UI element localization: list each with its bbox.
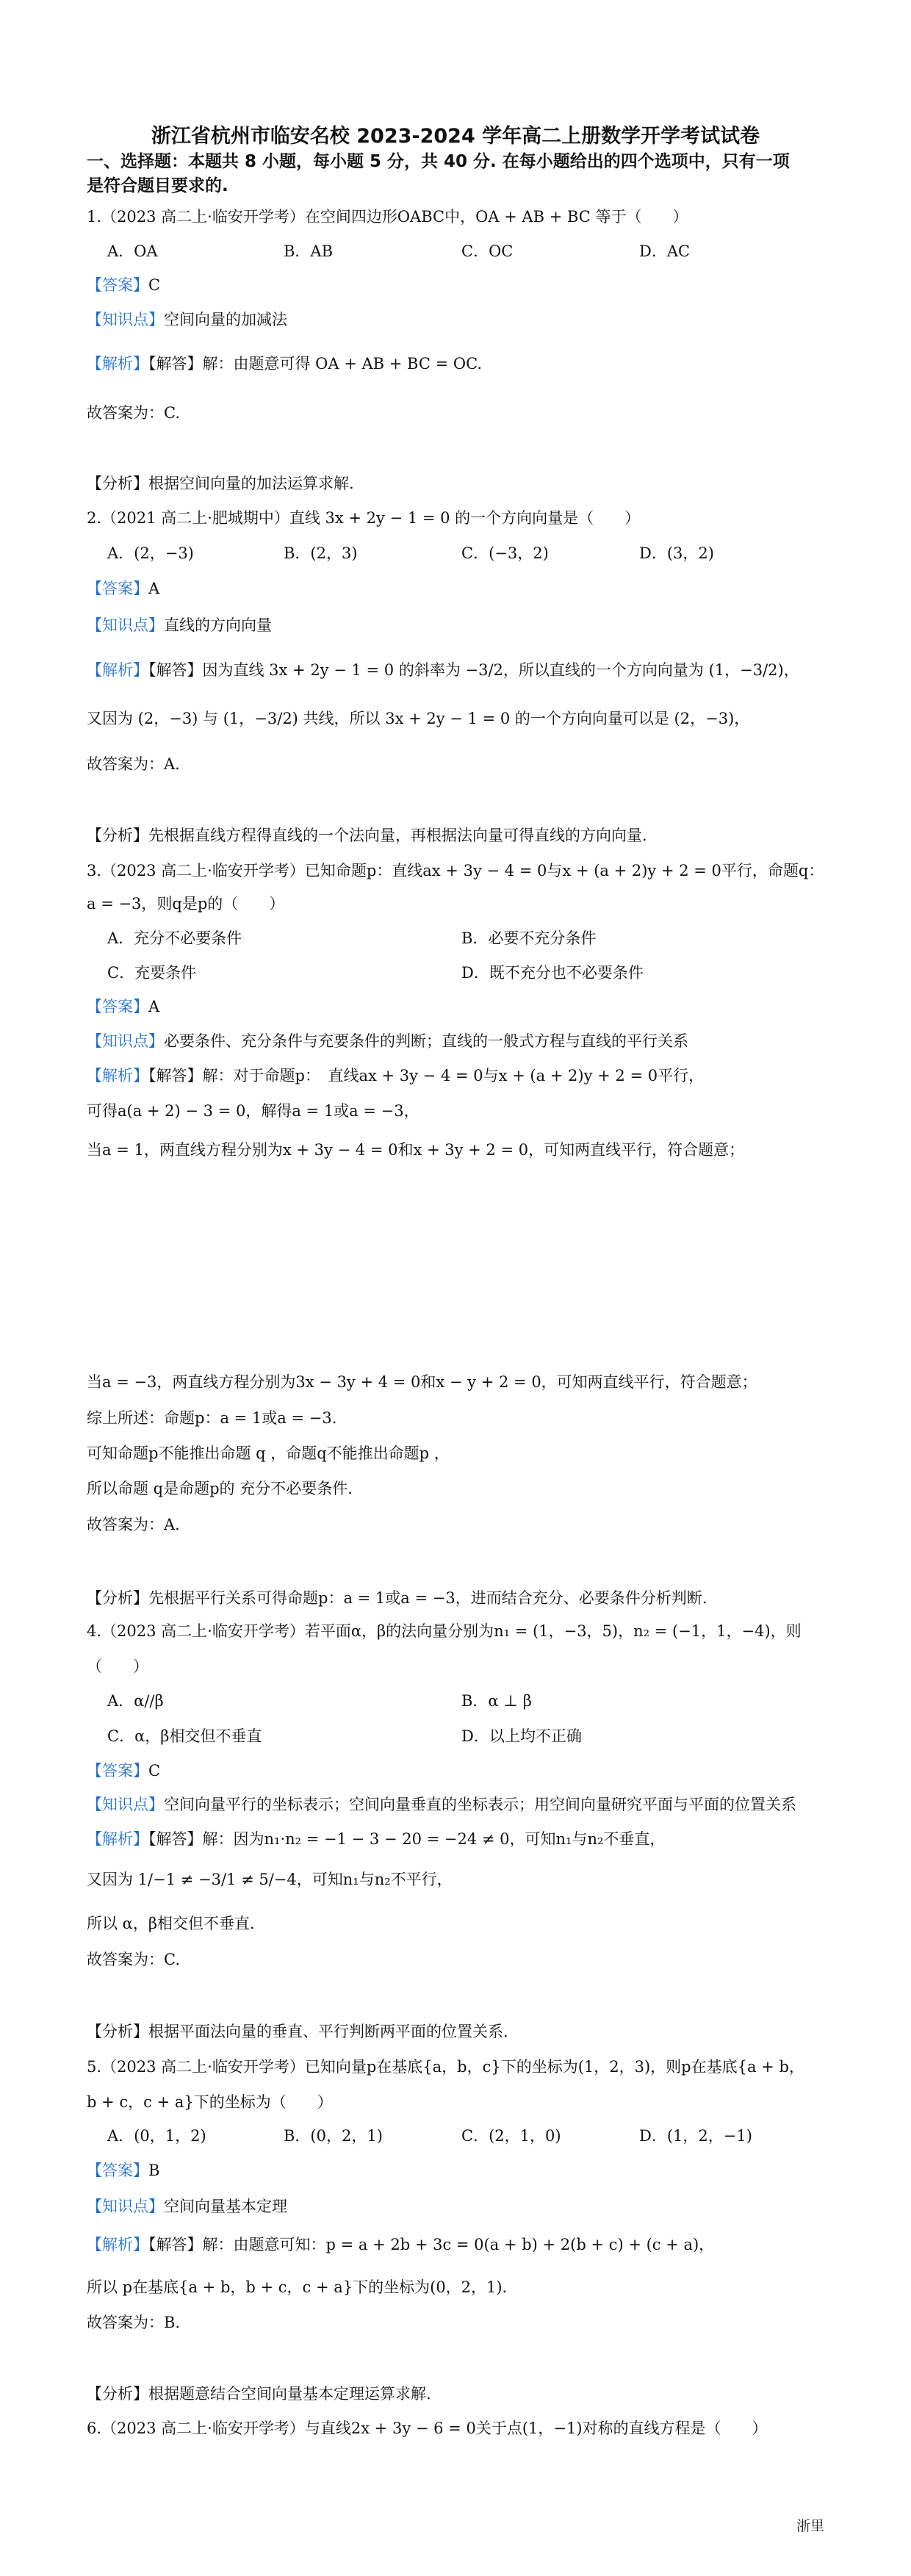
q2-conclusion: 故答案为：A. xyxy=(87,755,180,773)
solve-tag: 【解答】 xyxy=(148,2236,203,2253)
q5-solution-1: 解：由题意可知：p = a + 2b + 3c = 0(a + b) + 2(b + c) + (c + a)， xyxy=(202,2236,715,2253)
q3-solution-5: 综上所述：命题p：a = 1或a = −3. xyxy=(87,1409,337,1427)
knowledge-tag: 【知识点】 xyxy=(87,1032,164,1050)
fenxi-tag: 【分析】 xyxy=(87,2023,148,2040)
q5-answer: B xyxy=(148,2162,160,2179)
q1-solution: 解：由题意可得 OA + AB + BC = OC. xyxy=(202,355,483,373)
knowledge-tag: 【知识点】 xyxy=(87,1796,164,1813)
q1-knowledge-row xyxy=(87,309,287,331)
q5-stem-line2: b + c，c + a}下的坐标为（ ） xyxy=(87,2093,333,2111)
q4-stem-line2: （ ） xyxy=(87,1658,148,1675)
solve-tag: 【解答】 xyxy=(148,1830,203,1848)
q1-option-d: D．AC xyxy=(639,242,691,260)
q5-knowledge: 空间向量基本定理 xyxy=(164,2198,287,2215)
q1-conclusion: 故答案为：C. xyxy=(87,404,180,422)
q2-knowledge-row xyxy=(87,614,272,636)
q3-option-a: A．充分不必要条件 xyxy=(107,929,242,947)
q4-answer-row xyxy=(87,1760,160,1782)
q5-option-b: B．(0，2，1) xyxy=(284,2127,383,2145)
q2-solution-row xyxy=(87,659,799,681)
fenxi-tag: 【分析】 xyxy=(87,475,148,492)
q2-option-b: B．(2，3) xyxy=(284,544,358,562)
q5-option-d: D．(1，2，−1) xyxy=(639,2127,752,2145)
q3-solution-4: 当a = −3，两直线方程分别为3x − 3y + 4 = 0和x − y + 2 = 0，可知两直线平行，符合题意； xyxy=(87,1373,757,1391)
fenxi-tag: 【分析】 xyxy=(87,827,148,844)
analysis-tag: 【解析】 xyxy=(87,2236,148,2253)
answer-tag: 【答案】 xyxy=(87,2162,148,2179)
q4-solution-1: 解：因为n₁·n₂ = −1 − 3 − 20 = −24 ≠ 0，可知n₁与n₂不垂直， xyxy=(202,1830,666,1848)
q1-option-c: C．OC xyxy=(461,242,514,260)
q2-solution-a: 因为直线 3x + 2y − 1 = 0 的斜率为 −3/2，所以直线的一个方向向量为 (1，−3/2)， xyxy=(202,661,799,679)
q3-solution-1: 解：对于命题p： 直线ax + 3y − 4 = 0与x + (a + 2)y + 2 = 0平行， xyxy=(202,1067,705,1084)
q3-analysis-row xyxy=(87,1587,707,1609)
q2-knowledge: 直线的方向向量 xyxy=(164,616,272,634)
solve-tag: 【解答】 xyxy=(148,661,203,679)
fenxi-tag: 【分析】 xyxy=(87,1589,148,1607)
q5-option-c: C．(2，1，0) xyxy=(461,2127,561,2145)
q2-option-d: D．(3，2) xyxy=(639,544,714,562)
q3-analysis: 先根据平行关系可得命题p：a = 1或a = −3，进而结合充分、必要条件分析判断. xyxy=(148,1589,707,1607)
solve-tag: 【解答】 xyxy=(148,1067,203,1084)
analysis-tag: 【解析】 xyxy=(87,661,148,679)
q4-answer: C xyxy=(148,1762,161,1780)
knowledge-tag: 【知识点】 xyxy=(87,2198,164,2215)
q2-analysis-row xyxy=(87,824,647,846)
section-heading-line1: 一、选择题：本题共 8 小题，每小题 5 分，共 40 分. 在每小题给出的四个选项中，只有一项 xyxy=(87,152,790,171)
q3-solution-6: 可知命题p不能推出命题 q ，命题q不能推出命题p ， xyxy=(87,1444,450,1462)
q4-option-d: D．以上均不正确 xyxy=(461,1727,582,1745)
q5-analysis-row xyxy=(87,2383,431,2405)
q4-stem-line1: 4.（2023 高二上·临安开学考）若平面α，β的法向量分别为n₁ = (1，−3，5)，n₂ = (−1，1，−4)，则 xyxy=(87,1622,802,1640)
q3-option-c: C．充要条件 xyxy=(107,964,197,982)
q3-solution-row xyxy=(87,1065,704,1087)
q5-solution-2: 所以 p在基底{a + b，b + c，c + a}下的坐标为(0，2，1)． xyxy=(87,2278,518,2296)
answer-tag: 【答案】 xyxy=(87,1762,148,1780)
q5-stem-line1: 5.（2023 高二上·临安开学考）已知向量p在基底{a，b，c}下的坐标为(1，2，3)，则p在基底{a + b， xyxy=(87,2058,804,2076)
q3-stem-line2: a = −3，则q是p的（ ） xyxy=(87,895,285,913)
q5-solution-row xyxy=(87,2234,714,2256)
q4-knowledge-row xyxy=(87,1794,796,1816)
q1-answer-row xyxy=(87,274,160,296)
q3-stem-line1: 3.（2023 高二上·临安开学考）已知命题p：直线ax + 3y − 4 = 0与x + (a + 2)y + 2 = 0平行，命题q： xyxy=(87,862,824,879)
q4-knowledge: 空间向量平行的坐标表示；空间向量垂直的坐标表示；用空间向量研究平面与平面的位置关系 xyxy=(164,1796,796,1813)
q5-knowledge-row xyxy=(87,2195,287,2217)
q6-stem: 6.（2023 高二上·临安开学考）与直线2x + 3y − 6 = 0关于点(1，−1)对称的直线方程是（ ） xyxy=(87,2420,768,2437)
q1-option-a: A．OA xyxy=(107,242,158,260)
q4-solution-3: 所以 α，β相交但不垂直. xyxy=(87,1915,255,1932)
q3-knowledge: 必要条件、充分条件与充要条件的判断；直线的一般式方程与直线的平行关系 xyxy=(164,1032,688,1050)
page-title: 浙江省杭州市临安名校 2023-2024 学年高二上册数学开学考试试卷 xyxy=(151,125,760,148)
q4-option-a: A．α//β xyxy=(107,1692,164,1710)
q5-answer-row xyxy=(87,2159,159,2181)
q2-analysis: 先根据直线方程得直线的一个法向量，再根据法向量可得直线的方向向量. xyxy=(148,827,647,844)
knowledge-tag: 【知识点】 xyxy=(87,616,164,634)
q4-option-c: C．α，β相交但不垂直 xyxy=(107,1727,262,1745)
q2-solution-b: 又因为 (2，−3) 与 (1，−3/2) 共线，所以 3x + 2y − 1 = 0 的一个方向向量可以是 (2，−3)， xyxy=(87,710,750,727)
q3-option-d: D．既不充分也不必要条件 xyxy=(461,964,644,982)
q3-option-b: B．必要不充分条件 xyxy=(461,929,597,947)
answer-tag: 【答案】 xyxy=(87,998,148,1015)
q3-solution-2: 可得a(a + 2) − 3 = 0，解得a = 1或a = −3， xyxy=(87,1102,420,1120)
answer-tag: 【答案】 xyxy=(87,580,148,597)
q1-analysis-row xyxy=(87,472,354,494)
q4-conclusion: 故答案为：C. xyxy=(87,1951,180,1968)
q4-option-b: B．α ⊥ β xyxy=(461,1692,532,1710)
q1-knowledge: 空间向量的加减法 xyxy=(164,311,287,328)
q4-analysis: 根据平面法向量的垂直、平行判断两平面的位置关系. xyxy=(148,2023,508,2040)
q3-conclusion: 故答案为：A. xyxy=(87,1516,180,1533)
q2-answer: A xyxy=(148,580,160,597)
analysis-tag: 【解析】 xyxy=(87,1067,148,1084)
analysis-tag: 【解析】 xyxy=(87,355,148,373)
q4-solution-row xyxy=(87,1828,665,1850)
q1-analysis: 根据空间向量的加法运算求解. xyxy=(148,475,354,492)
q1-option-b: B．AB xyxy=(284,242,334,260)
q1-stem: 1.（2023 高二上·临安开学考）在空间四边形OABC中，OA + AB + BC 等于（ ） xyxy=(87,208,688,226)
knowledge-tag: 【知识点】 xyxy=(87,311,164,328)
q4-solution-2: 又因为 1/−1 ≠ −3/1 ≠ 5/−4，可知n₁与n₂不平行， xyxy=(87,1871,453,1888)
q4-analysis-row xyxy=(87,2021,508,2043)
answer-tag: 【答案】 xyxy=(87,276,148,294)
page-footer: 浙里 xyxy=(796,2518,824,2534)
q5-conclusion: 故答案为：B. xyxy=(87,2314,181,2331)
q3-knowledge-row xyxy=(87,1030,688,1052)
section-heading-line2: 是符合题目要求的. xyxy=(87,176,228,195)
solve-tag: 【解答】 xyxy=(148,355,203,373)
q2-option-a: A．(2，−3) xyxy=(107,544,194,562)
q1-answer: C xyxy=(148,276,161,294)
q3-answer: A xyxy=(148,998,160,1015)
q5-analysis: 根据题意结合空间向量基本定理运算求解. xyxy=(148,2385,431,2403)
fenxi-tag: 【分析】 xyxy=(87,2385,148,2403)
q3-answer-row xyxy=(87,996,159,1018)
q3-solution-7: 所以命题 q是命题p的 充分不必要条件. xyxy=(87,1480,353,1497)
analysis-tag: 【解析】 xyxy=(87,1830,148,1848)
q1-solution-row xyxy=(87,353,482,375)
q5-option-a: A．(0，1，2) xyxy=(107,2127,206,2145)
q2-stem: 2.（2021 高二上·肥城期中）直线 3x + 2y − 1 = 0 的一个方向向量是（ ） xyxy=(87,509,641,527)
q3-solution-3: 当a = 1，两直线方程分别为x + 3y − 4 = 0和x + 3y + 2 = 0，可知两直线平行，符合题意； xyxy=(87,1141,745,1159)
q2-option-c: C．(−3，2) xyxy=(461,544,549,562)
q2-answer-row xyxy=(87,578,159,600)
